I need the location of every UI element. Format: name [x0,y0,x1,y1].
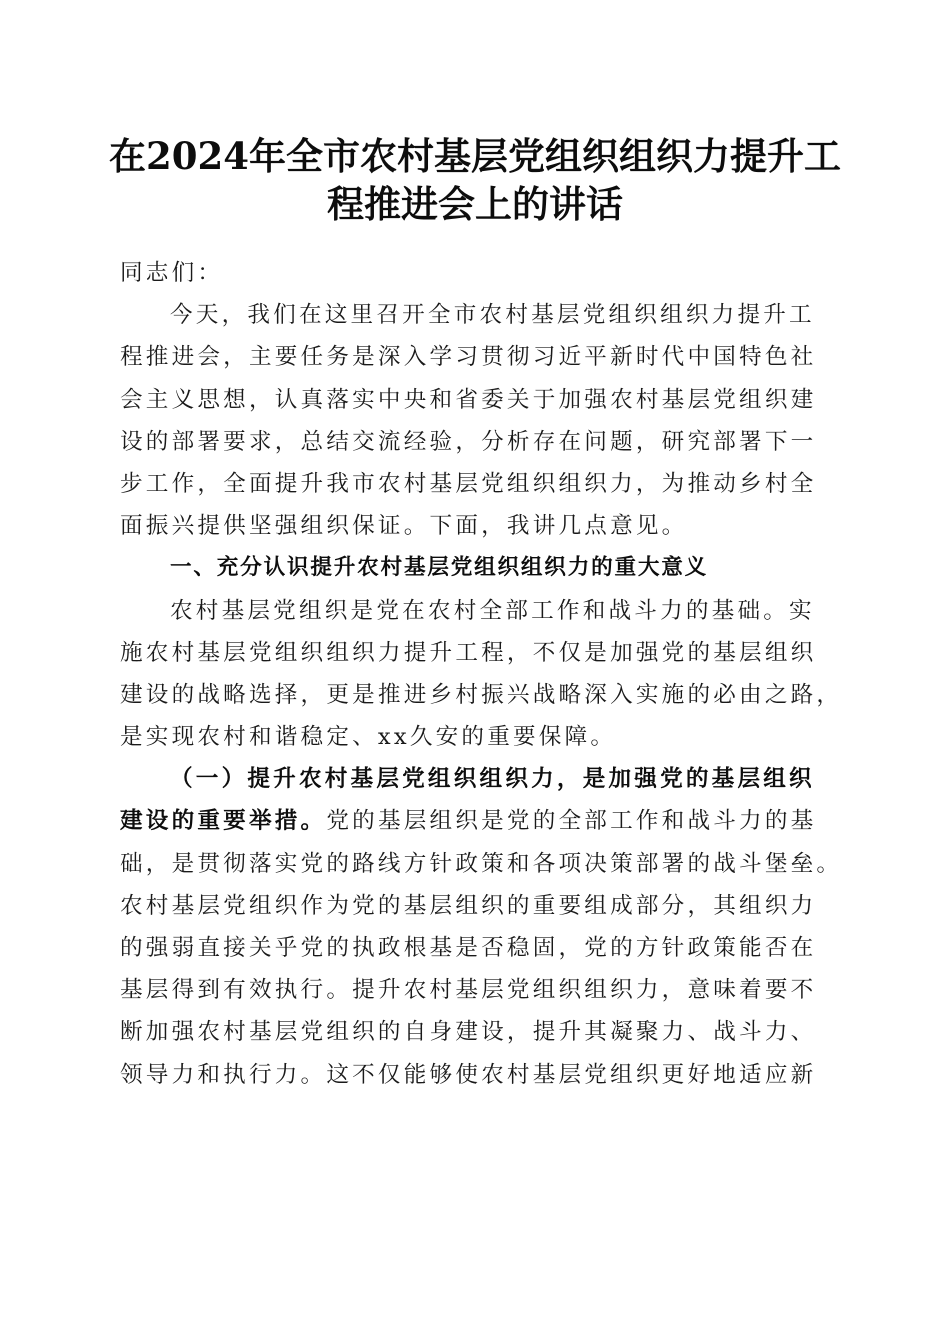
paragraph-line: 基层得到有效执行。提升农村基层党组织组织力，意味着要不 [120,977,817,1004]
paragraph-line: 会主义思想，认真落实中央和省委关于加强农村基层党组织建 [120,386,817,413]
paragraph-line: 程推进会，主要任务是深入学习贯彻习近平新时代中国特色社 [120,344,817,371]
paragraph-line: 今天，我们在这里召开全市农村基层党组织组织力提升工 [170,302,815,329]
title-line-2: 程推进会上的讲话 [327,182,623,226]
paragraph-line: 设的部署要求，总结交流经验，分析存在问题，研究部署下一 [120,428,817,455]
paragraph-subsection-1 [120,758,843,1096]
paragraph-significance [120,590,843,759]
paragraph-line: 农村基层党组织作为党的基层组织的重要组成部分，其组织力 [120,892,817,919]
paragraph-line: 断加强农村基层党组织的自身建设，提升其凝聚力、战斗力、 [120,1019,817,1046]
paragraph-intro [120,294,832,547]
paragraph-line: 步工作，全面提升我市农村基层党组织组织力，为推动乡村全 [120,470,817,497]
paragraph-line: 领导力和执行力。这不仅能够使农村基层党组织更好地适应新 [120,1061,817,1088]
title-line-1: 在2024年全市农村基层党组织组织力提升工 [109,134,841,178]
paragraph-line: 建设的战略选择，更是推进乡村振兴战略深入实施的必由之路， [120,681,843,708]
paragraph-line-rest: 党的基层组织是党的全部工作和战斗力的基 [326,808,817,835]
paragraph-line: 农村基层党组织是党在农村全部工作和战斗力的基础。实 [170,597,815,624]
paragraph-line: 的强弱直接关乎党的执政根基是否稳固，党的方针政策能否在 [120,935,817,961]
paragraph-line-mixed [120,800,832,842]
salutation: 同志们： [120,260,224,286]
document-title [100,132,850,228]
subsection-heading-end: 建设的重要举措。 [120,808,327,835]
paragraph-line: 是实现农村和谐稳定、xx久安的重要保障。 [120,724,617,751]
document-body [120,252,843,1096]
paragraph-line: 础，是贯彻落实党的路线方针政策和各项决策部署的战斗堡垒。 [120,850,843,877]
paragraph-line: 面振兴提供坚强组织保证。下面，我讲几点意见。 [120,513,688,540]
subsection-heading-line: （一）提升农村基层党组织组织力，是加强党的基层组织 [170,766,815,793]
paragraph-line: 施农村基层党组织组织力提升工程，不仅是加强党的基层组织 [120,639,817,666]
section-heading-1: 一、充分认识提升农村基层党组织组织力的重大意义 [170,555,709,581]
